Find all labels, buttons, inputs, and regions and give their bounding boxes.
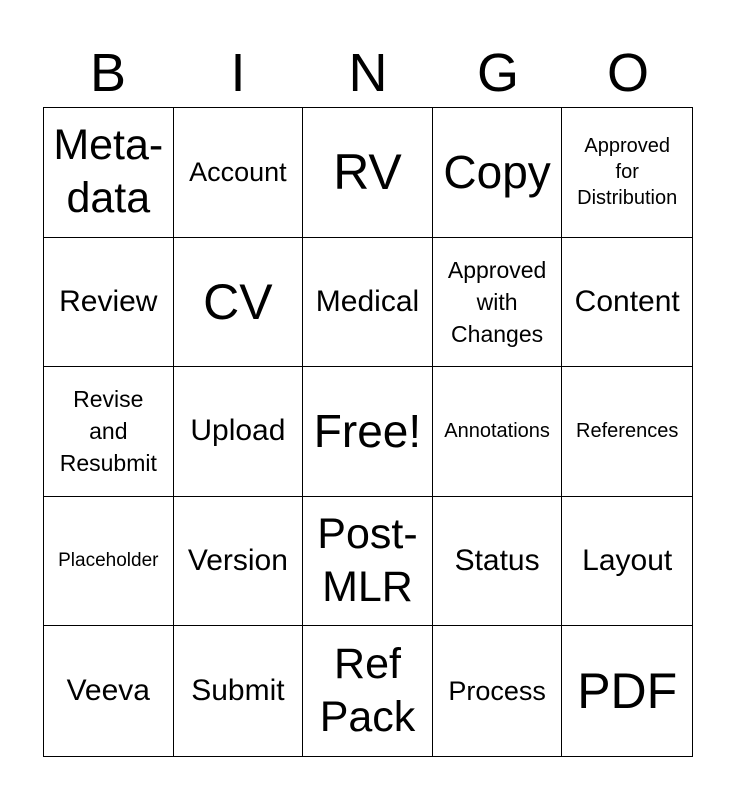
bingo-cell[interactable]: Meta- data — [44, 108, 174, 238]
bingo-cell[interactable]: Veeva — [44, 626, 174, 756]
bingo-cell[interactable]: PDF — [577, 663, 678, 720]
bingo-cell[interactable]: Post- MLR — [303, 497, 433, 627]
bingo-cell[interactable]: Upload — [174, 367, 304, 497]
bingo-cell[interactable]: Approved for Distribution — [562, 108, 692, 238]
header-letter-g: G — [476, 43, 519, 103]
bingo-cell[interactable]: Process — [433, 626, 563, 756]
header-letter-b: B — [89, 43, 127, 103]
header-letter-o: O — [606, 43, 649, 103]
bingo-cell[interactable]: Revise and Resubmit — [44, 367, 174, 497]
bingo-cell[interactable]: Approved with Changes — [433, 238, 563, 368]
bingo-cell[interactable]: Content — [562, 238, 692, 368]
bingo-cell[interactable]: RV — [303, 108, 433, 238]
bingo-cell[interactable]: Annotations — [433, 367, 563, 497]
bingo-cell[interactable]: Ref Pack — [303, 626, 433, 756]
header-letter-i: I — [230, 43, 246, 103]
bingo-cell[interactable]: Account — [174, 108, 304, 238]
bingo-cell[interactable]: Status — [433, 497, 563, 627]
bingo-header — [43, 38, 693, 108]
bingo-cell-free[interactable]: Free! — [303, 367, 433, 497]
header-letter-n: N — [348, 43, 388, 103]
bingo-cell[interactable]: Submit — [174, 626, 304, 756]
bingo-cell[interactable]: CV — [174, 238, 304, 368]
bingo-cell[interactable]: Medical — [303, 238, 433, 368]
bingo-cell[interactable]: References — [562, 367, 692, 497]
bingo-cell[interactable]: Copy — [433, 108, 563, 238]
bingo-cell[interactable]: Review — [44, 238, 174, 368]
bingo-grid — [43, 107, 693, 757]
bingo-cell[interactable]: Layout — [562, 497, 692, 627]
bingo-cell[interactable]: Version — [174, 497, 304, 627]
bingo-cell[interactable]: Placeholder — [44, 497, 174, 627]
